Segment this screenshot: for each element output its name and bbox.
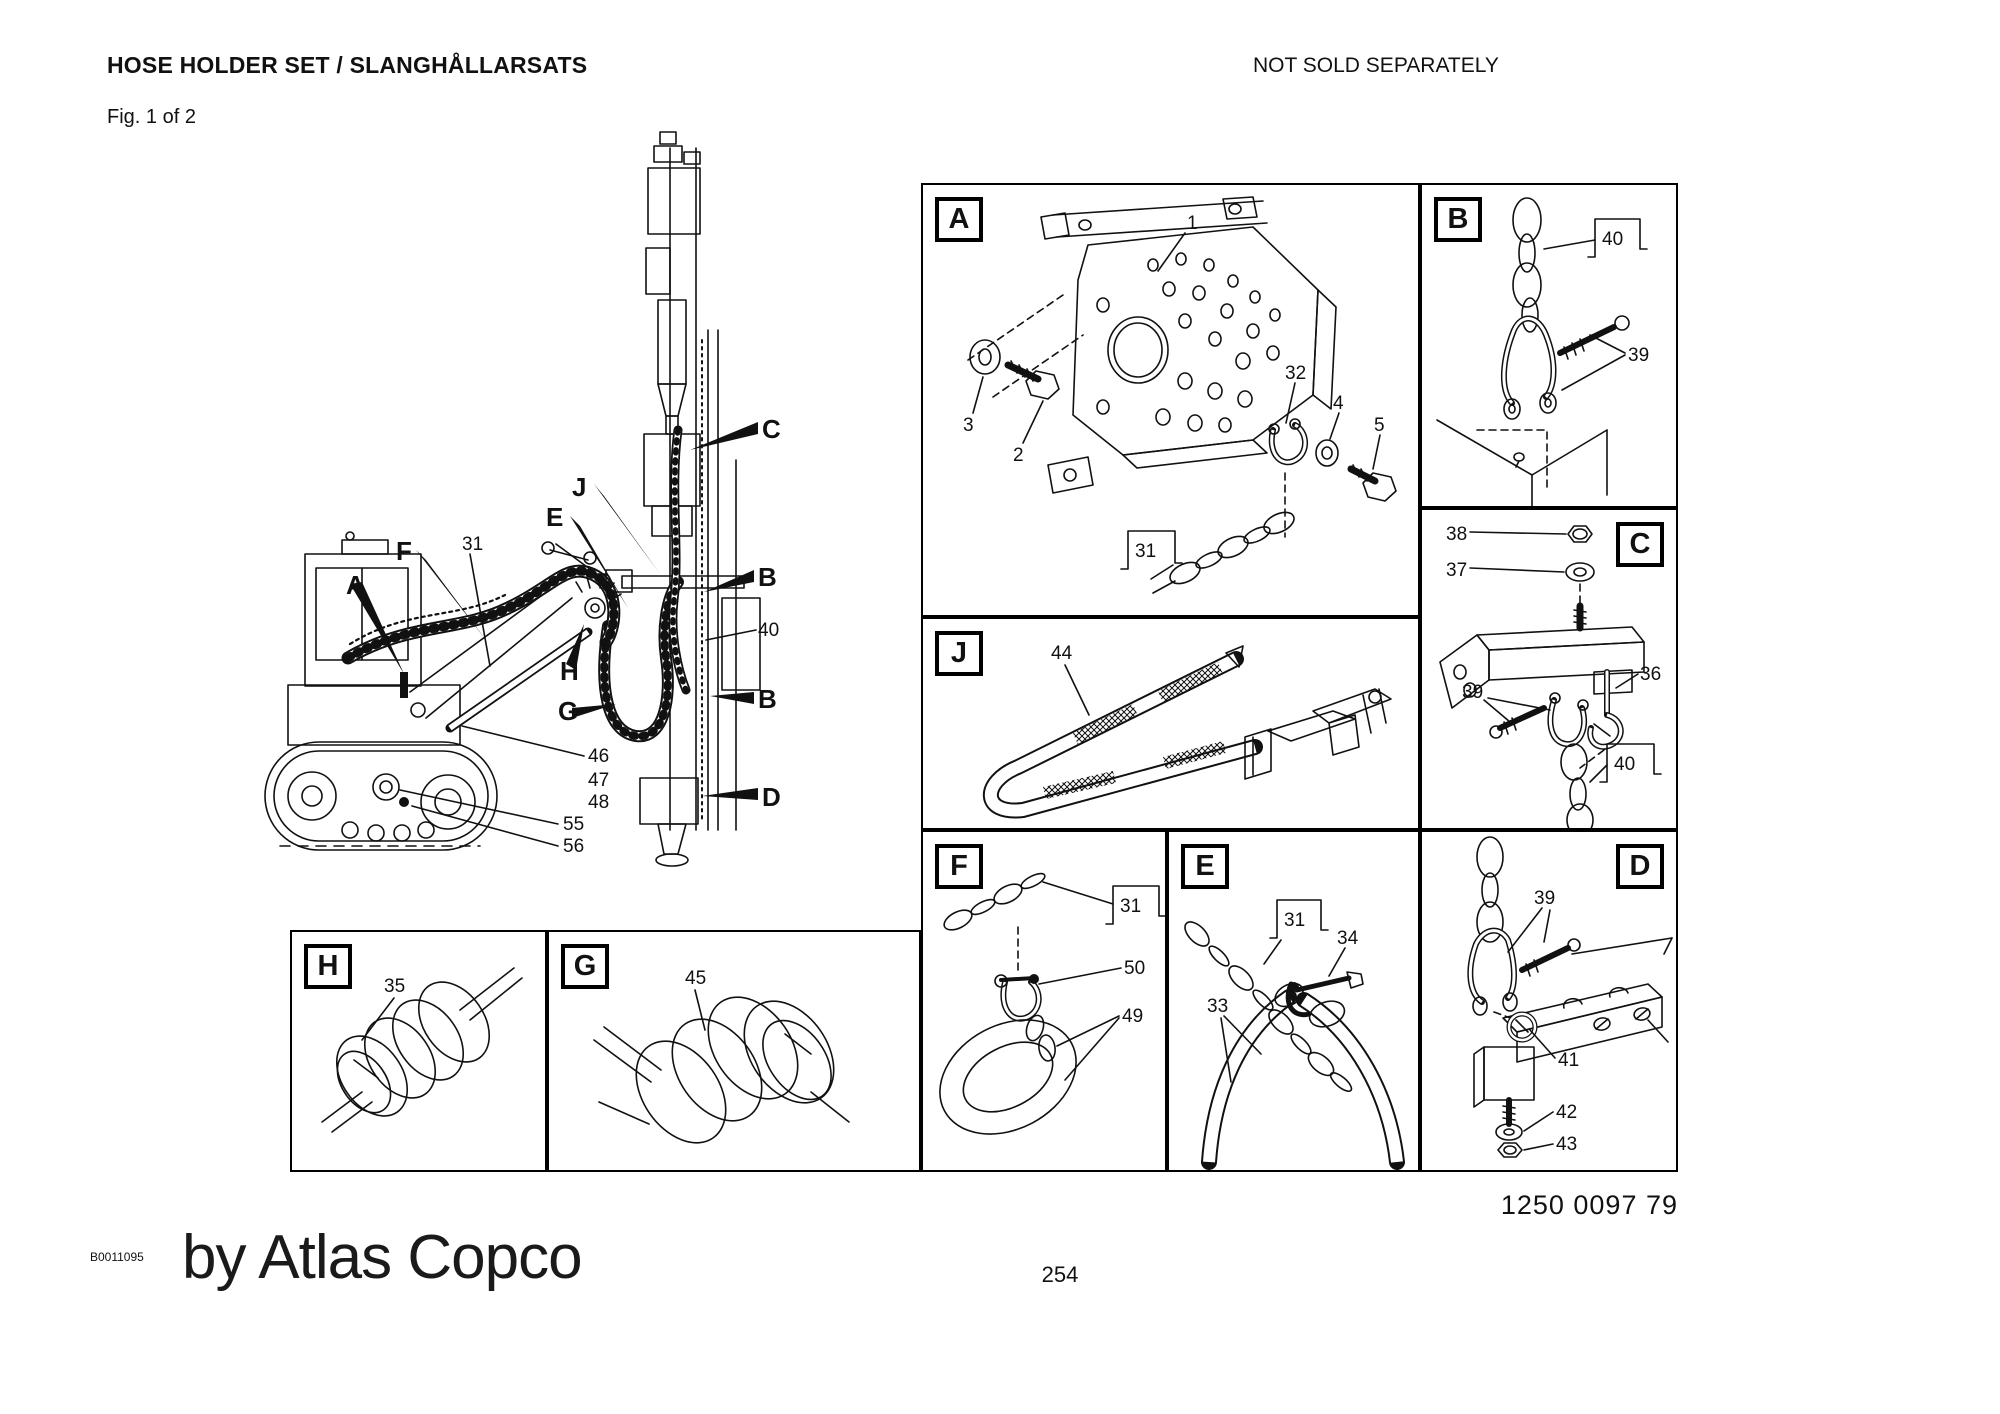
overview-label-d: D (762, 782, 781, 812)
panel-b-label: B (1434, 197, 1482, 242)
panel-h-label: H (304, 944, 352, 989)
overview-label-a: A (346, 570, 365, 600)
callout-1: 1 (1187, 213, 1198, 234)
overview-label-j: J (572, 472, 587, 502)
overview-num-40: 40 (758, 620, 780, 641)
chain-drawing (1151, 508, 1297, 593)
overview-num-48: 48 (588, 792, 610, 813)
panel-d-callouts (1508, 888, 1579, 1155)
callout-37: 37 (1446, 560, 1468, 581)
callout-3: 3 (963, 415, 974, 436)
shackle-fasteners-right-drawing (1269, 419, 1396, 537)
rig-overview-illustration (250, 130, 850, 870)
callout-41: 41 (1558, 1050, 1580, 1071)
overview-num-46: 46 (588, 746, 610, 767)
callout-50: 50 (1124, 958, 1146, 979)
callout-49: 49 (1122, 1006, 1144, 1027)
chain-ring-drawing (923, 871, 1096, 1157)
overview-label-b2: B (758, 684, 777, 714)
not-sold-note: NOT SOLD SEPARATELY (1253, 54, 1499, 77)
overview-label-b1: B (758, 562, 777, 592)
callout-33: 33 (1207, 996, 1229, 1017)
strap-drawing (991, 646, 1255, 811)
panel-h (290, 930, 547, 1172)
doc-code: B0011095 (90, 1250, 144, 1264)
panel-g-label: G (561, 944, 609, 989)
page-title: HOSE HOLDER SET / SLANGHÅLLARSATS (107, 52, 588, 78)
panel-c-label: C (1616, 522, 1664, 567)
panel-j-drawing (923, 619, 1418, 828)
overview-label-f: F (396, 536, 412, 566)
panel-d (1420, 830, 1678, 1172)
overview-num-55: 55 (563, 814, 585, 835)
callout-31-boxed: 31 (1120, 896, 1142, 917)
panel-a (921, 183, 1420, 617)
callout-31-boxed: 31 (1135, 541, 1157, 562)
panel-f-label: F (935, 844, 983, 889)
overview-label-e: E (546, 502, 564, 532)
callout-40-boxed: 40 (1614, 754, 1636, 775)
spiral-wrap-drawing (594, 980, 852, 1159)
callout-44: 44 (1051, 643, 1073, 664)
panel-b (1420, 183, 1678, 508)
callout-5: 5 (1374, 415, 1385, 436)
panel-d-label: D (1616, 844, 1664, 889)
callout-4: 4 (1333, 393, 1344, 414)
fasteners-left-drawing (968, 295, 1083, 399)
panel-a-label: A (935, 197, 983, 242)
panel-b-callouts (1544, 219, 1649, 390)
rig-hose-chains (348, 430, 686, 736)
panel-e-label: E (1181, 844, 1229, 889)
overview-num-47: 47 (588, 770, 610, 791)
mounting-plate-drawing (1041, 197, 1336, 493)
callout-35: 35 (384, 976, 406, 997)
panel-f-callouts (1039, 882, 1165, 1080)
panel-j-label: J (935, 631, 983, 676)
panel-a-callouts (963, 213, 1385, 569)
callout-45: 45 (685, 968, 707, 989)
panel-g-callouts (685, 968, 706, 1030)
callout-34: 34 (1337, 928, 1359, 949)
figure-label: Fig. 1 of 2 (107, 106, 196, 128)
callout-32: 32 (1285, 363, 1307, 384)
panel-j (921, 617, 1420, 830)
panel-g (547, 930, 921, 1172)
overview-num-56: 56 (563, 836, 585, 857)
shackle-chain-drawing (1490, 693, 1604, 828)
sheet-corner-drawing (1437, 420, 1607, 506)
figure-part-number: 1250 0097 79 (1500, 1190, 1678, 1220)
callout-38: 38 (1446, 524, 1468, 545)
nut-washer-drawing (1566, 526, 1594, 628)
callout-39: 39 (1462, 682, 1484, 703)
rig-tracks (265, 742, 497, 850)
overview-label-h: H (560, 656, 579, 686)
callout-42: 42 (1556, 1102, 1578, 1123)
callout-31-boxed: 31 (1284, 910, 1306, 931)
ratchet-buckle-drawing (1245, 689, 1391, 779)
callout-36: 36 (1640, 664, 1662, 685)
panel-e (1167, 830, 1420, 1172)
overview-label-g: G (558, 696, 579, 726)
overview-label-c: C (762, 414, 781, 444)
callout-39: 39 (1534, 888, 1556, 909)
page-number: 254 (1041, 1262, 1079, 1287)
overview-num-31: 31 (462, 534, 484, 555)
brand-logo-text: by Atlas Copco (182, 1223, 582, 1292)
panel-a-drawing (923, 185, 1418, 615)
panel-c (1420, 508, 1678, 830)
hoses-drawing (1209, 979, 1397, 1162)
panel-j-callouts (1051, 643, 1089, 715)
spiral-wrap-drawing (322, 968, 522, 1132)
rig-mast (622, 132, 760, 866)
callout-40-boxed: 40 (1602, 229, 1624, 250)
callout-43: 43 (1556, 1134, 1578, 1155)
panel-f (921, 830, 1167, 1172)
callout-39: 39 (1628, 345, 1650, 366)
callout-2: 2 (1013, 445, 1024, 466)
